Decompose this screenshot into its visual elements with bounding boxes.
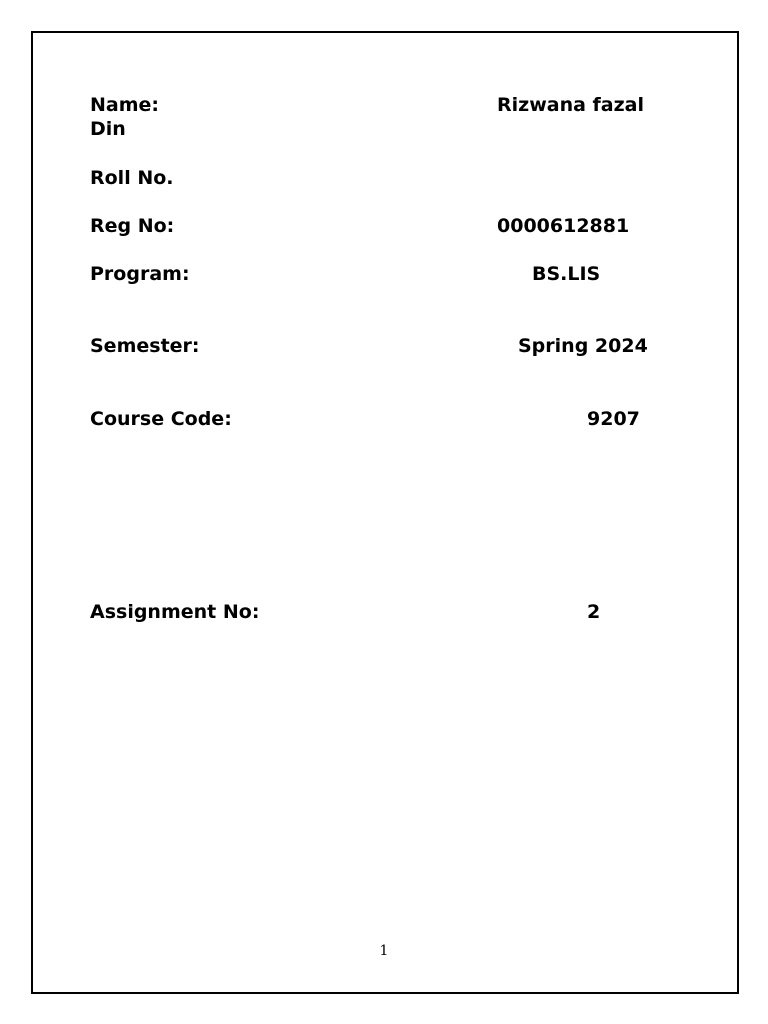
reg-no-label: Reg No: (90, 215, 175, 237)
semester-label: Semester: (90, 335, 200, 357)
name-label: Name: (90, 94, 160, 116)
name-value-continuation: Din (90, 118, 126, 140)
assignment-no-label: Assignment No: (90, 601, 260, 623)
course-code-value: 9207 (587, 408, 640, 430)
course-code-label: Course Code: (90, 408, 232, 430)
reg-no-value: 0000612881 (497, 215, 630, 237)
program-label: Program: (90, 263, 190, 285)
semester-value: Spring 2024 (518, 335, 648, 357)
program-value: BS.LIS (532, 263, 601, 285)
roll-no-label: Roll No. (90, 167, 174, 189)
page-number: 1 (379, 943, 389, 959)
assignment-no-value: 2 (587, 601, 601, 623)
name-value: Rizwana fazal (497, 94, 645, 116)
